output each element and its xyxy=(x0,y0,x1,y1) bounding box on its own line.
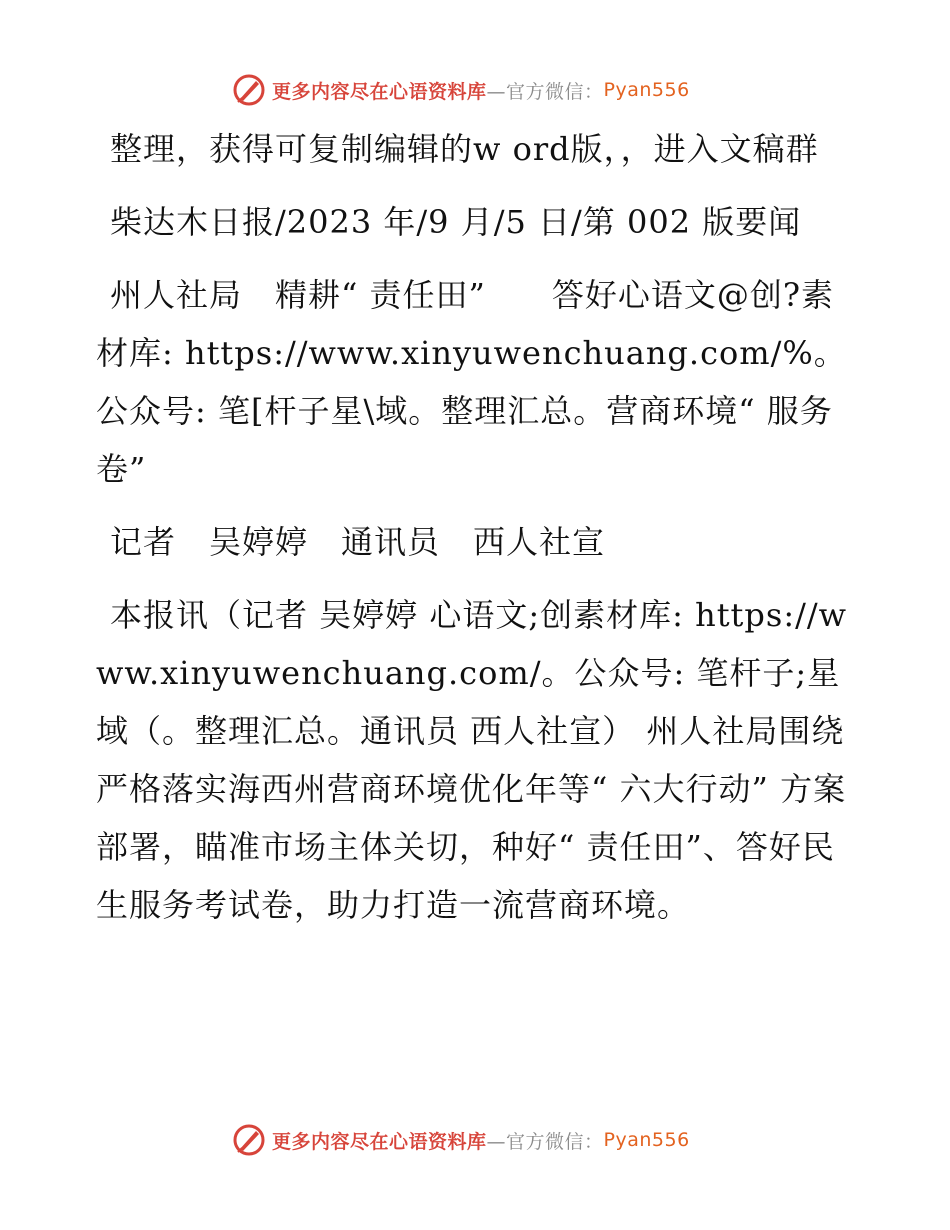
banner-brand-text: 更多内容尽在心语资料库 xyxy=(272,1130,487,1153)
banner-wechat-id: Pyan556 xyxy=(603,79,690,101)
banner-wechat-id: Pyan556 xyxy=(603,1129,690,1151)
article-body xyxy=(96,120,856,949)
paragraph-byline: 记者 吴婷婷 通讯员 西人社宣 xyxy=(110,523,606,561)
quill-logo-icon xyxy=(232,73,266,107)
paragraph-intro: 整理，获得可复制编辑的w ord版，，进入文稿群 xyxy=(110,130,819,168)
footer-watermark-banner xyxy=(232,1122,690,1158)
paragraph-headline: 州人社局 精耕“ 责任田” 答好心语文@创?素材库: https://www.xinyuwenchuang.com/%。公众号: 笔[杆子星\域。整理汇总。营商环境“ 服务卷” xyxy=(96,276,847,488)
banner-wechat-label: —官方微信： xyxy=(486,1130,604,1153)
quill-logo-icon xyxy=(232,1123,266,1157)
banner-brand-text: 更多内容尽在心语资料库 xyxy=(272,80,487,103)
header-watermark-banner xyxy=(232,72,690,108)
paragraph-body: 本报讯（记者 吴婷婷 心语文;创素材库: https://www.xinyuwenchuang.com/。公众号: 笔杆子;星域（。整理汇总。通讯员 西人社宣） 州人社局围绕严格落实海西州营商环境优化年等“ 六大行动” 方案部署，瞄准市场主体关切，种好“ 责任田”、答好民生服务考试卷，助力打造一流营商环境。 xyxy=(96,596,848,924)
paragraph-source: 柴达木日报/2023 年/9 月/5 日/第 002 版要闻 xyxy=(110,203,802,241)
banner-wechat-label: —官方微信： xyxy=(486,80,604,103)
